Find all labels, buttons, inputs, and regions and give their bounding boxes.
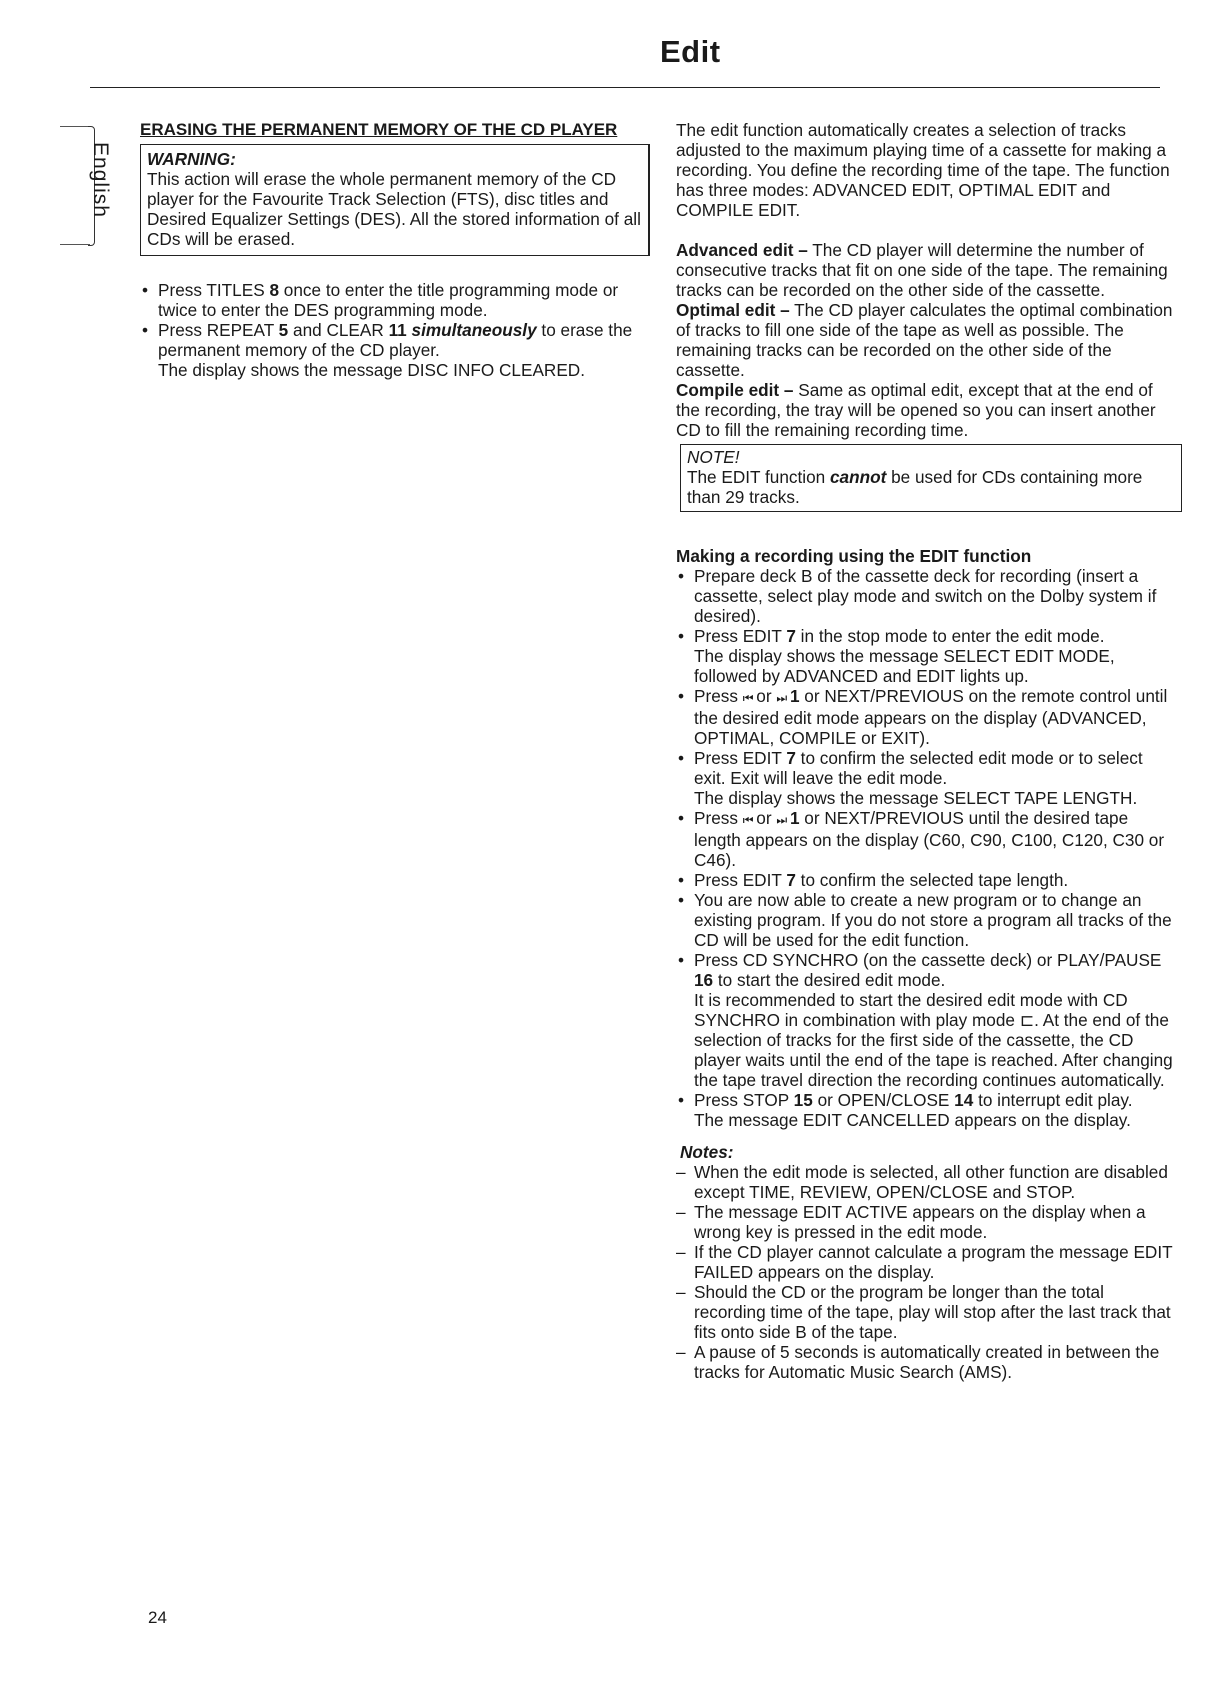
warning-text: This action will erase the whole permanent memory of the CD player for the Favourite Track Selection (FTS), disc titles and Desired Equalizer Settings (DES). All the stored information of all CDs will be erased. [147, 169, 641, 249]
list-item: • Press STOP 15 or OPEN/CLOSE 14 to interrupt edit play. The message EDIT CANCELLED appears on the display. [676, 1090, 1174, 1130]
previous-icon: ⏮ [742, 813, 752, 827]
list-item: – The message EDIT ACTIVE appears on the display when a wrong key is pressed in the edit mode. [676, 1202, 1174, 1242]
tab-line-bottom [60, 244, 90, 245]
compile-edit-paragraph: Compile edit – Same as optimal edit, except that at the end of the recording, the tray will be opened so you can insert another CD to fill the remaining recording time. [676, 380, 1156, 440]
optimal-edit-paragraph: Optimal edit – The CD player calculates the optimal combination of tracks to fill one side of the tape as well as possible. The remaining tracks can be recorded on the other side of the cassette. [676, 300, 1173, 380]
list-item: • Press CD SYNCHRO (on the cassette deck) or PLAY/PAUSE 16 to start the desired edit mode. It is recommended to start the desired edit mode with CD SYNCHRO in combination with play mode ⊏. At the end of the selection of tracks for the first side of the cassette, the CD player waits until the end of the tape is reached. After changing the tape travel direction the recording continues automatically. [676, 950, 1174, 1090]
list-item: – A pause of 5 seconds is automatically created in between the tracks for Automatic Music Search (AMS). [676, 1342, 1174, 1382]
next-icon: ⏭ [776, 813, 786, 827]
erase-heading: ERASING THE PERMANENT MEMORY OF THE CD PLAYER [140, 120, 618, 139]
list-item: • Prepare deck B of the cassette deck for recording (insert a cassette, select play mode and switch on the Dolby system if desired). [676, 566, 1174, 626]
edit-intro: The edit function automatically creates a selection of tracks adjusted to the maximum playing time of a cassette for making a recording. You define the recording time of the tape. The function has three modes: ADVANCED EDIT, OPTIMAL EDIT and COMPILE EDIT. [676, 120, 1170, 220]
erase-steps [140, 280, 650, 380]
language-label: English [89, 142, 112, 218]
next-icon: ⏭ [776, 691, 786, 705]
tab-line-top [60, 126, 90, 127]
left-column [140, 120, 650, 380]
list-item: – If the CD player cannot calculate a program the message EDIT FAILED appears on the display. [676, 1242, 1174, 1282]
advanced-edit-paragraph: Advanced edit – The CD player will determine the number of consecutive tracks that fit on one side of the tape. The remaining tracks can be recorded on the other side of the cassette. [676, 240, 1168, 300]
list-item: • Press ⏮ or ⏭ 1 or NEXT/PREVIOUS until the desired tape length appears on the display (C60, C90, C100, C120, C30 or C46). [676, 808, 1174, 870]
list-item: • Press TITLES 8 once to enter the title programming mode or twice to enter the DES programming mode. [140, 280, 650, 320]
list-item: • Press EDIT 7 in the stop mode to enter the edit mode. The display shows the message SELECT EDIT MODE, followed by ADVANCED and EDIT lights up. [676, 626, 1174, 686]
notes-list [676, 1162, 1174, 1382]
note-text: The EDIT function cannot be used for CDs containing more than 29 tracks. [687, 467, 1143, 507]
note-title: NOTE! [687, 447, 740, 467]
list-item: • Press ⏮ or ⏭ 1 or NEXT/PREVIOUS on the remote control until the desired edit mode appears on the display (ADVANCED, OPTIMAL, COMPILE or EXIT). [676, 686, 1174, 748]
warning-title: WARNING: [147, 149, 236, 169]
list-item: – Should the CD or the program be longer than the total recording time of the tape, play will stop after the last track that fits onto side B of the tape. [676, 1282, 1174, 1342]
edit-steps [676, 566, 1174, 1130]
list-item: • Press EDIT 7 to confirm the selected edit mode or to select exit. Exit will leave the edit mode. The display shows the message SELECT TAPE LENGTH. [676, 748, 1174, 808]
page-title: Edit [660, 34, 721, 69]
previous-icon: ⏮ [742, 691, 752, 705]
list-item: • Press EDIT 7 to confirm the selected tape length. [676, 870, 1174, 890]
right-column [676, 120, 1174, 1382]
warning-box [140, 144, 650, 256]
language-tab [60, 120, 132, 252]
page-number: 24 [148, 1608, 167, 1627]
list-item: • Press REPEAT 5 and CLEAR 11 simultaneously to erase the permanent memory of the CD player. The display shows the message DISC INFO CLEARED. [140, 320, 650, 380]
list-item: • You are now able to create a new program or to change an existing program. If you do not store a program all tracks of the CD will be used for the edit function. [676, 890, 1174, 950]
notes-title: Notes: [680, 1142, 734, 1162]
note-box [680, 444, 1182, 512]
making-recording-heading: Making a recording using the EDIT function [676, 546, 1032, 566]
header-rule [90, 87, 1160, 88]
list-item: – When the edit mode is selected, all other function are disabled except TIME, REVIEW, OPEN/CLOSE and STOP. [676, 1162, 1174, 1202]
